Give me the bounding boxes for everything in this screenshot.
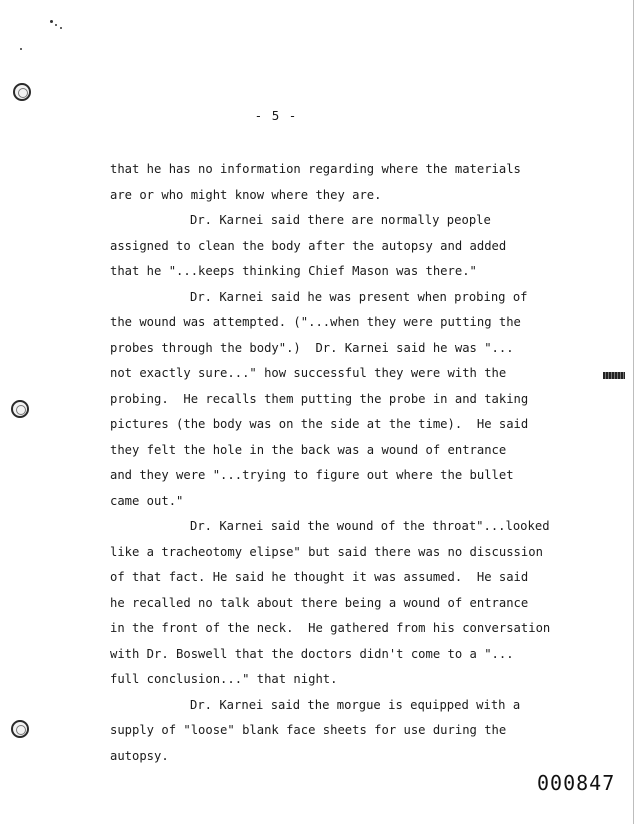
- punch-hole-icon: [13, 83, 31, 101]
- text-line: that he has no information regarding where the materials: [110, 162, 521, 176]
- text-line: with Dr. Boswell that the doctors didn't come to a "...: [110, 646, 514, 661]
- text-line: and they were "...trying to figure out where the bullet: [110, 468, 514, 482]
- text-line: that he "...keeps thinking Chief Mason was there.": [110, 264, 477, 278]
- text-line: not exactly sure..." how successful they were with the: [110, 366, 507, 380]
- bates-number: 000847: [537, 771, 616, 795]
- margin-redaction-mark: [603, 372, 625, 379]
- scan-speck: [55, 24, 57, 26]
- text-line: of that fact. He said he thought it was assumed. He said: [110, 570, 529, 584]
- text-line: pictures (the body was on the side at the time). He said: [110, 417, 529, 431]
- paragraph-first-line: Dr. Karnei said there are normally people: [190, 213, 491, 227]
- text-line: they felt the hole in the back was a wound of entrance: [110, 442, 507, 457]
- scan-speck: [20, 48, 22, 50]
- punch-hole-icon: [11, 400, 29, 418]
- document-body: [110, 157, 580, 769]
- text-line: assigned to clean the body after the autopsy and added: [110, 238, 507, 253]
- text-line: full conclusion..." that night.: [110, 672, 338, 686]
- paragraph-first-line: Dr. Karnei said he was present when probing of: [190, 289, 528, 304]
- page-edge-line: [633, 0, 634, 824]
- text-line: probing. He recalls them putting the probe in and taking: [110, 391, 529, 406]
- punch-hole-icon: [11, 720, 29, 738]
- text-line: probes through the body".) Dr. Karnei said he was "...: [110, 340, 514, 355]
- text-line: the wound was attempted. ("...when they were putting the: [110, 315, 521, 329]
- text-line: supply of "loose" blank face sheets for use during the: [110, 723, 507, 737]
- scan-speck: [60, 27, 62, 29]
- text-line: are or who might know where they are.: [110, 187, 382, 202]
- paragraph-first-line: Dr. Karnei said the wound of the throat"...looked: [190, 519, 550, 533]
- text-line: came out.": [110, 493, 184, 508]
- page-number: - 5 -: [254, 108, 298, 123]
- text-line: he recalled no talk about there being a wound of entrance: [110, 595, 529, 610]
- text-line: autopsy.: [110, 748, 169, 763]
- scan-speck: [50, 20, 53, 23]
- paragraph-first-line: Dr. Karnei said the morgue is equipped with a: [190, 697, 521, 712]
- text-line: in the front of the neck. He gathered from his conversation: [110, 621, 551, 635]
- text-line: like a tracheotomy elipse" but said there was no discussion: [110, 544, 543, 559]
